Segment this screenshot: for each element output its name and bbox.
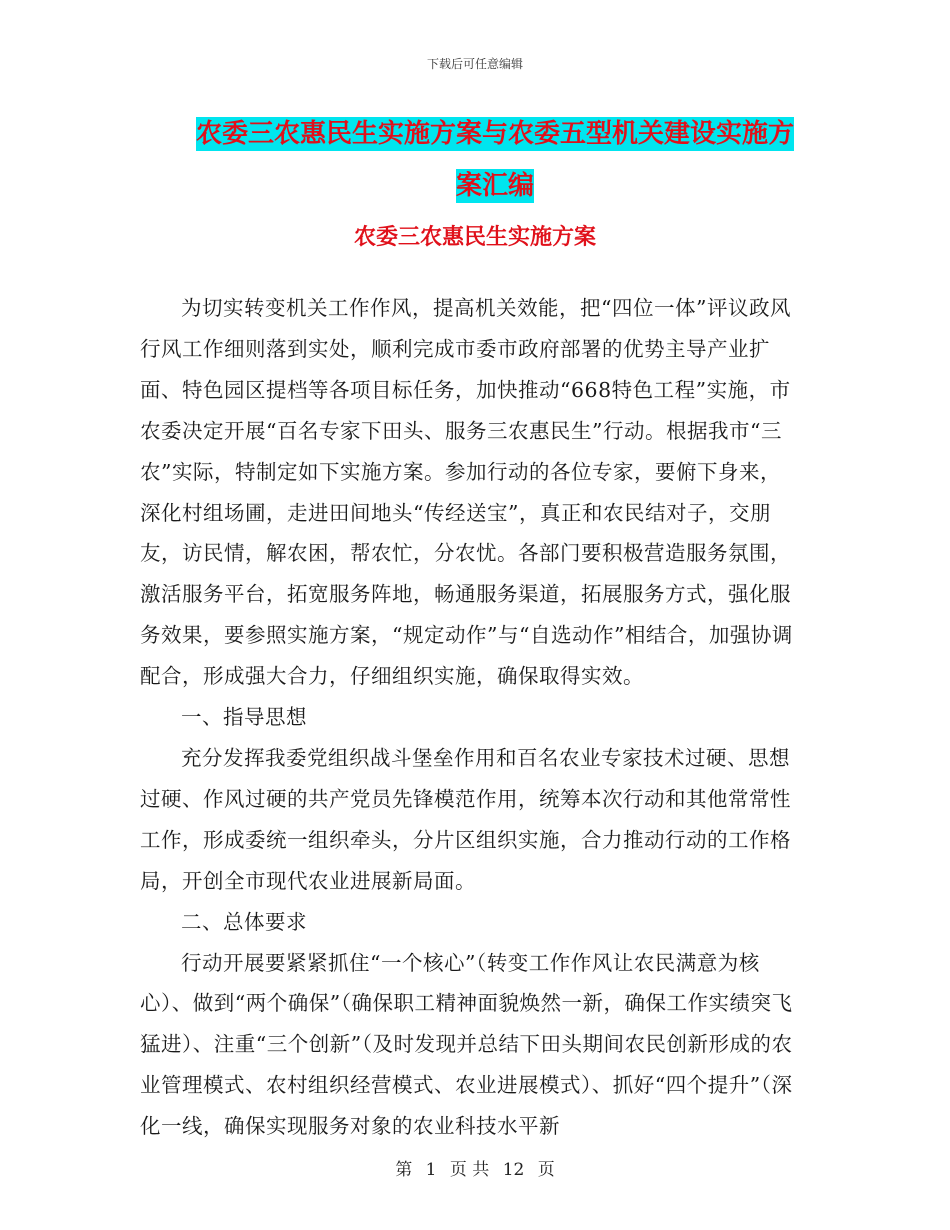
paragraph-general-requirements: 行动开展要紧紧抓住“一个核心”（转变工作作风让农民满意为核心）、做到“两个确保”（确保职工精神面貌焕然一新，确保工作实绩突飞猛进）、注重“三个创新”（及时发现并总结下田头期间农民创新形成的农业管理模式、农村组织经营模式、农业进展模式）、抓好“四个提升”（深化一线，确保实现服务对象的农业科技水平新 xyxy=(140,950,793,1139)
title-line-1: 农委三农惠民生实施方案与农委五型机关建设实施方 xyxy=(195,119,794,149)
footer-suffix: 页 xyxy=(537,1160,555,1180)
footer-prefix: 第 xyxy=(395,1160,413,1180)
header-note: 下载后可任意编辑 xyxy=(426,57,523,71)
footer-mid: 页 共 xyxy=(449,1160,490,1180)
paragraph-guiding-ideology: 充分发挥我委党组织战斗堡垒作用和百名农业专家技术过硬、思想过硬、作风过硬的共产党员先锋模范作用，统筹本次行动和其他常常性工作，形成委统一组织牵头，分片区组织实施，合力推动行动的工作格局，开创全市现代农业进展新局面。 xyxy=(140,745,791,893)
body-text xyxy=(140,288,800,1147)
document-title xyxy=(150,108,840,212)
heading-general-requirements: 二、总体要求 xyxy=(181,909,307,934)
page-footer xyxy=(0,1155,950,1180)
heading-guiding-ideology: 一、指导思想 xyxy=(181,705,307,730)
footer-total-pages: 12 xyxy=(502,1160,525,1180)
title-line-2: 案汇编 xyxy=(455,171,534,201)
paragraph-intro: 为切实转变机关工作作风，提高机关效能，把“四位一体”评议政风行风工作细则落到实处，顺利完成市委市政府部署的优势主导产业扩面、特色园区提档等各项目标任务，加快推动“668特色工程”实施，市农委决定开展“百名专家下田头、服务三农惠民生”行动。根据我市“三农”实际，特制定如下实施方案。参加行动的各位专家，要俯下身来，深化村组场圃，走进田间地头“传经送宝”，真正和农民结对子，交朋友，访民情，解农困，帮农忙，分农忧。各部门要积极营造服务氛围，激活服务平台，拓宽服务阵地，畅通服务渠道，拓展服务方式，强化服务效果，要参照实施方案，“规定动作”与“自选动作”相结合，加强协调配合，形成强大合力，仔细组织实施，确保取得实效。 xyxy=(140,296,793,689)
section-title: 农委三农惠民生实施方案 xyxy=(353,224,596,250)
footer-page-number: 1 xyxy=(425,1160,437,1180)
